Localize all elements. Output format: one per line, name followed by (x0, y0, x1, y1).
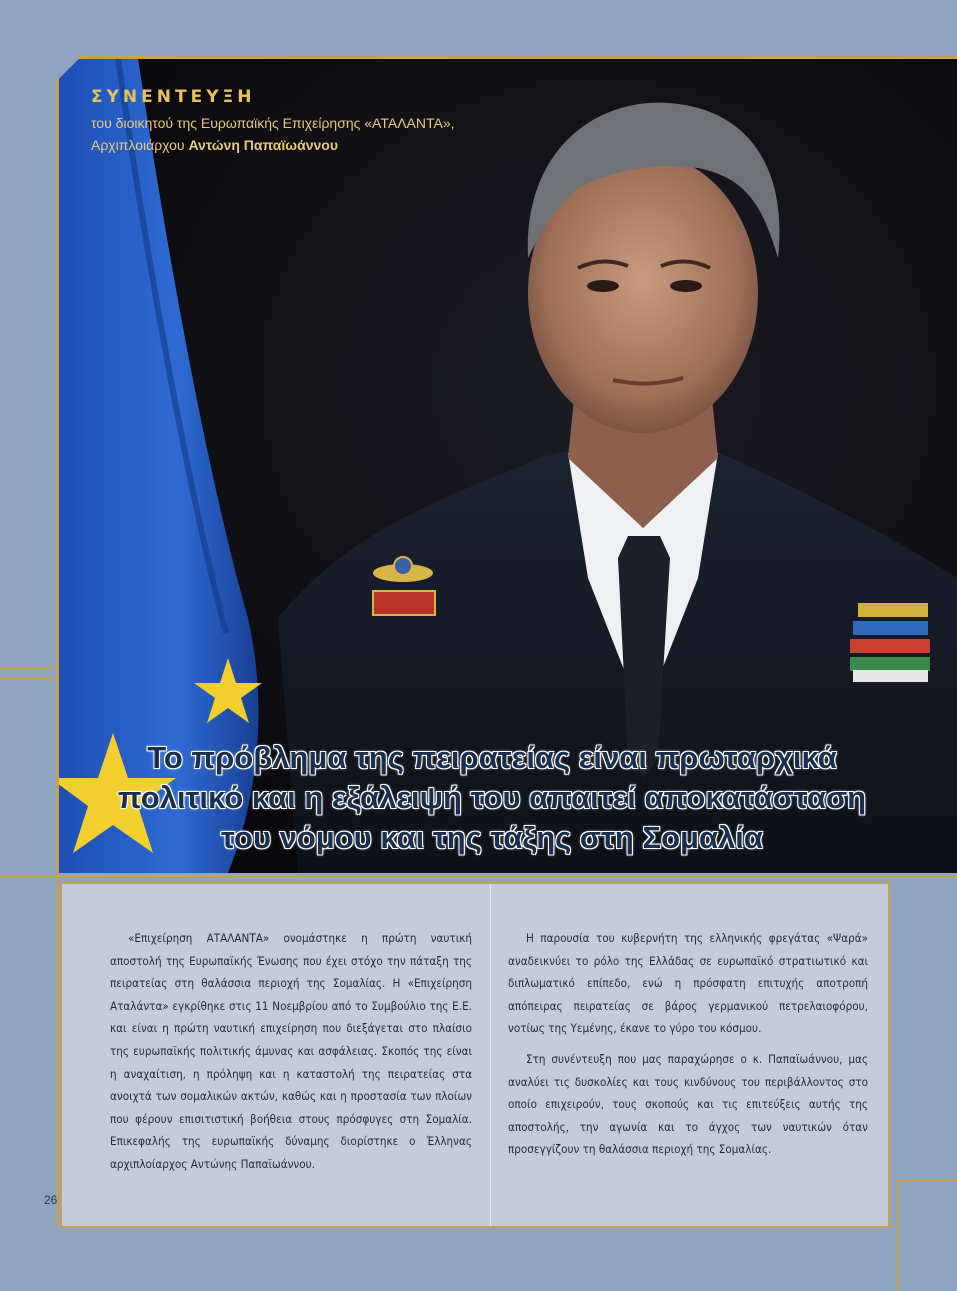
headline-line-1: Το πρόβλημα της πειρατείας είναι πρωταρχικά (147, 740, 837, 775)
article-paragraph: «Επιχείρηση ΑΤΑΛΑΝΤΑ» ονομάστηκε η πρώτη ναυτική αποστολή της Ευρωπαϊκής Ένωσης που έχει στόχο την πάταξη της πειρατείας στη θαλάσσια περιοχή της Σομαλίας. Η «Επιχείρηση Αταλάντα» εγκρίθηκε στις 11 Νοεμβρίου από το Συμβούλιο της Ε.Ε. και είναι η πρώτη ναυτική επιχείρηση που διεξάγεται στο πλαίσιο της ευρωπαϊκής πολιτικής άμυνας και ασφάλειας. Σκοπός της είναι η αναχαίτιση, η πρόληψη και η καταστολή της πειρατείας στα ανοιχτά των σομαλικών ακτών, καθώς και η προστασία των πλοίων που φέρουν επισιτιστική βοήθεια στους πρόσφυγες στη Σομαλία. Επικεφαλής της ευρωπαϊκής δύναμης διορίστηκε ο Έλληνας αρχιπλοίαρχος Αντώνης Παπαϊωάννου. (110, 931, 472, 1171)
headline-line-3: του νόμου και της τάξης στη Σομαλία (221, 820, 763, 855)
corner-decoration (897, 1180, 957, 1291)
gold-rule-left-vertical (56, 875, 58, 1225)
article-column-left (110, 927, 472, 1176)
article-column-right (508, 927, 868, 1161)
headline (112, 738, 872, 858)
page-number: 26 (44, 1193, 58, 1207)
gold-rule-top (0, 667, 58, 669)
article-paragraph: Η παρουσία του κυβερνήτη της ελληνικής φρεγάτας «Ψαρά» αναδεικνύει το ρόλο της Ελλάδας σε ευρωπαϊκό στρατιωτικό και διπλωματικό επίπεδο, ενώ η πρόσφατη επιτυχής αποτροπή απόπειρας πειρατείας σε βάρος γερμανικού πετρελαιοφόρου, νοτίως της Υεμένης, έκανε το γύρο του κόσμου. (508, 931, 868, 1036)
gold-rule-top-2 (0, 677, 58, 679)
subtitle-rank: Αρχιπλοιάρχου (91, 137, 189, 153)
interview-subtitle (91, 112, 551, 156)
article-paragraph: Στη συνέντευξη που μας παραχώρησε ο κ. Παπαϊωάννου, μας αναλύει τις δυσκολίες και τους κινδύνους του περιβάλλοντος στο οποίο επιχειρούν, τους σκοπούς και τις επιτεύξεις αυτής της αποστολής, την αγωνία και το άγχος των ναυτικών όταν προσεγγίζουν τη θαλάσσια περιοχή της Σομαλίας. (508, 1051, 868, 1157)
column-divider (490, 884, 491, 1226)
subtitle-line-2 (91, 134, 551, 156)
gold-rule-mid (0, 875, 957, 877)
section-kicker: ΣΥΝΕΝΤΕΥΞΗ (91, 87, 256, 107)
subtitle-name: Αντώνη Παπαϊωάννου (188, 137, 339, 153)
headline-line-2: πολιτικό και η εξάλειψή του απαιτεί αποκατάσταση (117, 780, 867, 815)
subtitle-line-1: του διοικητού της Ευρωπαϊκής Επιχείρησης «ΑΤΑΛΑΝΤΑ», (91, 115, 455, 131)
